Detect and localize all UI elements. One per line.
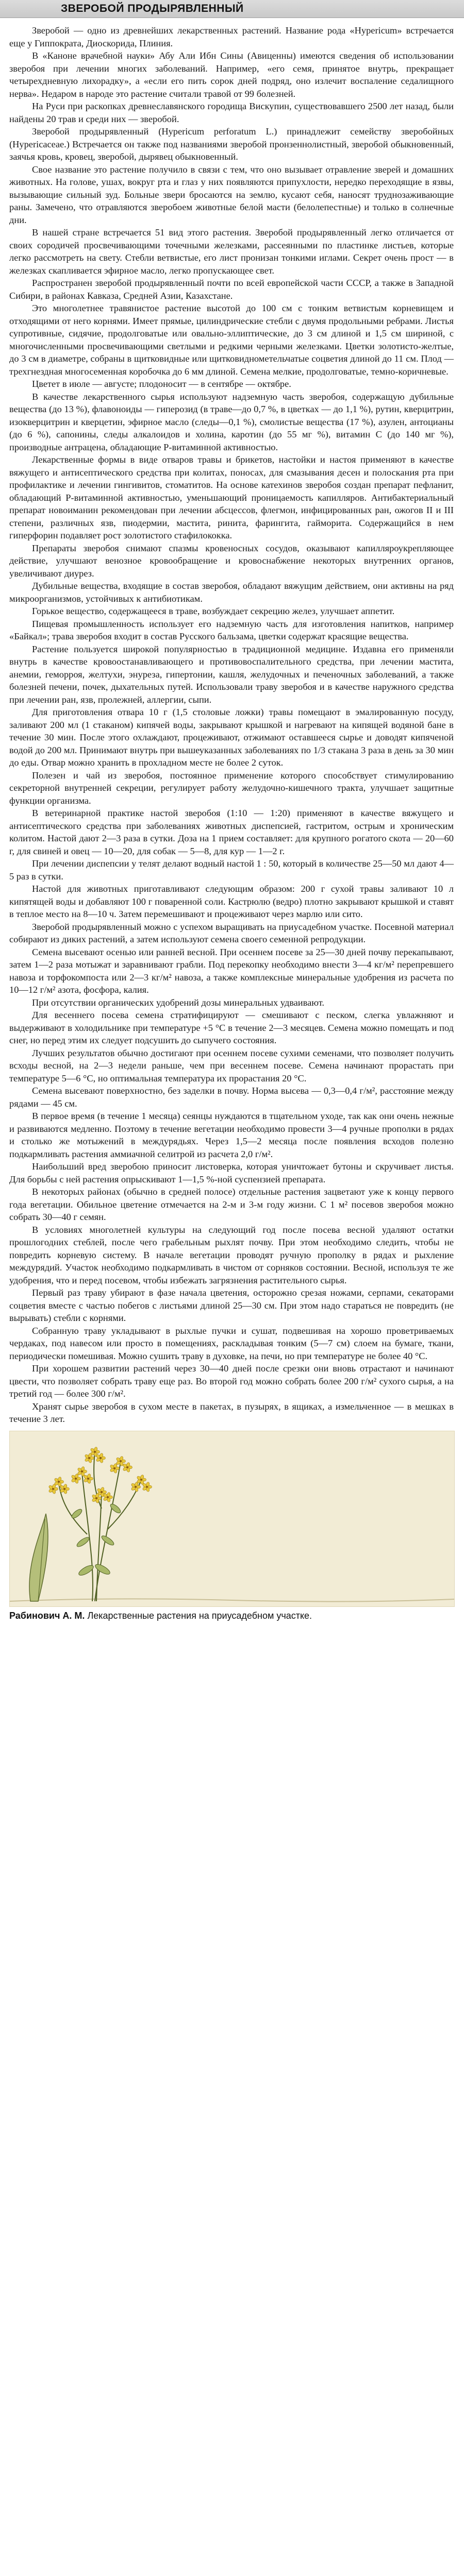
article-paragraph: Зверобой — одно из древнейших лекарственных растений. Название рода «Hypericum» встречается еще у Гиппократа, Диоскорида, Плиния. (9, 25, 454, 48)
caption-text: Лекарственные растения на приусадебном участке. (87, 1610, 312, 1621)
article-paragraph: Полезен и чай из зверобоя, постоянное применение которого способствует стимулированию секреторной внутренней секреции, регулирует работу желудочно-кишечного тракта, улучшает защитные функции организма. (9, 770, 454, 806)
article-paragraph: В первое время (в течение 1 месяца) сеянцы нуждаются в тщательном уходе, так как они очень нежные и развиваются медленно. Поэтому в течение вегетации необходимо провести 3—4 ручные прополки в рядах и столько же мотыжений в междурядьях. Через 1,5—2 месяца после появления всходов полезно подкармливать растения аммиачной селитрой из расчета 2,0 г/м². (9, 1111, 454, 1159)
caption-author: Рабинович А. М. (9, 1610, 85, 1621)
article-paragraph: В ветеринарной практике настой зверобоя (1:10 — 1:20) применяют в качестве вяжущего и антисептического средства при заболеваниях животных диспепсией, гастритом, острым и хроническим колитом. Настой дают 2—3 раза в сутки. Доза на 1 прием составляет: для крупного рогатого скота — 20—60 г, для свиней и овец — 10—20, для собак — 5—8, для кур — 1—2 г. (9, 808, 454, 856)
article-paragraph: Это многолетнее травянистое растение высотой до 100 см с тонким ветвистым корневищем и отходящими от него корнями. Имеет прямые, цилиндрические стебли с двумя продольными ребрами. Листья супротивные, сидячие, продолговатые или овально-эллиптические, до 3 см длиной и 1,5 см шириной, с многочисленными просвечивающими светлыми и редкими черными железками. Цветки золотисто-желтые, до 3 см в диаметре, собраны в щитковидные или щитковиднометельчатые соцветия длиной до 11 см. Плод — трехгнездная многосеменная коробочка до 6 мм длиной. Семена мелкие, продолговатые, темно-коричневые. (9, 303, 454, 377)
article-paragraph: Зверобой продырявленный можно с успехом выращивать на приусадебном участке. Посевной материал собирают из диких растений, а затем используют семена своего семенной репродукции. (9, 921, 454, 944)
article-paragraph: Горькое вещество, содержащееся в траве, возбуждает секрецию желез, улучшает аппетит. (32, 606, 395, 616)
article-paragraph: Наибольший вред зверобою приносит листоверка, которая уничтожает бутоны и скручивает листья. Для борьбы с ней растения опрыскивают 1—1,5 %-ной суспензией препарата. (9, 1161, 454, 1184)
article-paragraph: В «Каноне врачебной науки» Абу Али Ибн Сины (Авиценны) имеются сведения об использовании зверобоя при лечении многих заболеваний. Например, «его семя, принятое внутрь, прекращает четырехдневную лихорадку», а «если его пить сорок дней подряд, оно излечит воспаление седалищного нерва». Недаром в народе это растение считали травой от 99 болезней. (9, 50, 454, 99)
source-caption (9, 1610, 454, 1621)
article-paragraph: При хорошем развитии растений через 30—40 дней после срезки они вновь отрастают и начинают цвести, что позволяет собрать траву еще раз. Во второй год можно собрать более 200 г/м² сухого сырья, а на третий год — более 300 г/м². (9, 1363, 454, 1399)
article-paragraph: Свое название это растение получило в связи с тем, что оно вызывает отравление зверей и домашних животных. На голове, ушах, вокруг рта и глаз у них появляются припухлости, нередко переходящие в язвы, вызывающие сильный зуд. Больные звери бросаются на землю, кусают себя, наносят труднозаживающие раны. Замечено, что отравляются зверобоем животные белой масти (белолепестные) и только в солнечные дни. (9, 164, 454, 225)
article-paragraph: В условиях многолетней культуры на следующий год после посева весной удаляют остатки прошлогодних стеблей, после чего грабельным рыхлят почву. При этом необходимо следить, чтобы не повредить корневую систему. В начале вегетации проводят ручную прополку в рядах и рыхление междурядий. Участок необходимо подкармливать в чистом от сорняков состоянии. Весной, используя те же удобрения, что и перед посевом, чтобы избежать загрязнения растительного сырья. (9, 1224, 454, 1285)
article-paragraph: Семена высевают осенью или ранней весной. При осеннем посеве за 25—30 дней почву перекапывают, затем 1—2 раза мотыжат и заравнивают грабли. Под перекопку необходимо внести 3—4 кг/м² перепревшего навоза и торфокомпоста или 2—3 кг/м² навоза, а также комплексные минеральные удобрения из расчета по 10—12 г/м² азота, фосфора, калия. (9, 946, 454, 995)
article-paragraph: В некоторых районах (обычно в средней полосе) отдельные растения зацветают уже к концу первого года вегетации. Обильное цветение отмечается на 2-м и 3-м году жизни. С 1 м² посевов зверобоя можно собрать 30—40 г семян. (9, 1187, 454, 1222)
article-paragraph: Зверобой продырявленный (Hypericum perforatum L.) принадлежит семейству зверобойных (Hypericaceae.) Встречается он также под названиями зверобой пронзеннолистный, зверобой обыкновенный, заячья кровь, кровец, зверобой, дырявец обыкновенный. (9, 126, 454, 162)
article-paragraph: Для приготовления отвара 10 г (1,5 столовые ложки) травы помещают в эмалированную посуду, заливают 200 мл (1 стаканом) кипячей воды, закрывают крышкой и нагревают на кипящей водяной бане в течение 30 мин. После этого охлаждают, процеживают, отжимают оставшееся сырье и доводят кипяченой водой до 200 мл. Принимают внутрь при вышеуказанных заболеваниях по 1/3 стакана 3 раза в день за 30 мин до еды. Отвар можно хранить в прохладном месте не более 2 суток. (9, 707, 454, 768)
article-paragraph: На Руси при раскопках древнеславянского городища Вискупин, существовавшего 2500 лет назад, были найдены 20 трав и среди них — зверобой. (9, 101, 454, 124)
article-paragraph: При лечении диспепсии у телят делают водный настой 1 : 50, который в количестве 25—50 мл дают 4—5 раз в сутки. (9, 858, 454, 882)
article-paragraph: Настой для животных приготавливают следующим образом: 200 г сухой травы заливают 10 л кипятящей воды и добавляют 100 г поваренной соли. Кастрюлю (ведро) плотно закрывают крышкой и ставят в теплое место на 8—10 ч. Затем перемешивают и процеживают через марлю или сито. (9, 884, 454, 919)
article-paragraph: Для весеннего посева семена стратифицируют — смешивают с песком, слегка увлажняют и выдерживают в холодильнике при температуре +5 °С в течение 2—3 месяцев. Семена можно помещать и под снег, но перед этим их следует подсушить до сыпучего состояния. (9, 1010, 454, 1045)
hypericum-plant-icon (10, 1431, 454, 1606)
article-body (9, 24, 454, 1426)
article-paragraph: Цветет в июле — августе; плодоносит — в сентябре — октябре. (32, 379, 291, 389)
title-bar (0, 0, 464, 18)
article-paragraph: Собранную траву укладывают в рыхлые пучки и сушат, подвешивая на хорошо проветриваемых чердаках, под навесом или просто в помещениях, раскладывая тонким (5—7 см) слоем на бумаге, ткани, периодически помешивая. Можно сушить траву в духовке, на печи, но при температуре не более 40 °С. (9, 1325, 454, 1361)
hypericum-illustration (9, 1431, 455, 1607)
article-paragraph: В нашей стране встречается 51 вид этого растения. Зверобой продырявленный легко отличается от своих сородичей просвечивающими точечными железками, рассеянными по пластинке листьев, которые легко рассмотреть на свету. Стебли ветвистые, его лист пронизан тонкими иглами. Секрет очень прост — в железках скапливается эфирное масло, легко пропускающее свет. (9, 227, 454, 276)
article-paragraph: Лекарственные формы в виде отваров травы и брикетов, настойки и настоя применяют в качестве вяжущего и антисептического средства при колитах, поносах, для смазывания десен и полоскания рта при профилактике и лечении гингивитов, стоматитов. На основе катехинов зверобоя создан препарат пефланит, обладающий Р-витаминной активностью, уменьшающий проницаемость капилляров. Антибактериальный препарат новоиманин рекомендован при лечении абсцессов, флегмон, инфицированных ран, ожогов II и III степени, различных язв, пиодермии, мастита, ринита, фарингита, гайморита. Содержащийся в нем гиперфорин подавляет рост золотистого стафилококка. (9, 454, 454, 540)
article-paragraph: Лучших результатов обычно достигают при осеннем посеве сухими семенами, что позволяет получить всходы весной, на 2—3 недели раньше, чем при весеннем посеве. Семена начинают прорастать при температуре 5—6 °С, но оптимальная температура их прорастания 20 °С. (9, 1047, 454, 1083)
article-paragraph: При отсутствии органических удобрений дозы минеральных удваивают. (32, 997, 325, 1008)
article-paragraph: Растение пользуется широкой популярностью в традиционной медицине. Издавна его применяли внутрь в качестве кровоостанавливающего и противовоспалительного средства, при лечении мастита, анемии, геморроя, желтухи, энуреза, гипертонии, кашля, желудочных и печеночных заболеваний, а также болезней печени, почек, дыхательных путей. Использовали траву зверобоя и в качестве наружного средства при лечении ран, язв, пролежней, аллергии, сыпи. (9, 643, 454, 705)
article-paragraph: Семена высевают поверхностно, без заделки в почву. Норма высева — 0,3—0,4 г/м², расстояние между рядами — 45 см. (9, 1086, 454, 1109)
article-paragraph: В качестве лекарственного сырья используют надземную часть зверобоя, содержащую дубильные вещества (до 13 %), флавоноиды — гиперозид (в траве—до 0,7 %, в цветках — до 1,1 %), рутин, кверцитрин, изокверцитрин и кверцетин, эфирное масло (следы—0,1 %), смолистые вещества (17 %), азулен, антоцианы (до 6 %), сапонины, следы алкалоидов и холина, каротин (до 55 мг %), витамин С (до 140 мг %), производные антрацена, обладающие Р-витаминной активностью. (9, 391, 454, 452)
article-paragraph: Хранят сырье зверобоя в сухом месте в пакетах, в пузырях, в ящиках, а измельченное — в мешках в течение 3 лет. (9, 1401, 454, 1424)
article-paragraph: Пищевая промышленность использует его надземную часть для изготовления напитков, например «Байкал»; трава зверобоя входит в состав Русского бальзама, цветки содержат красящие вещества. (9, 618, 454, 641)
article-paragraph: Распространен зверобой продырявленный почти по всей европейской части СССР, а также в Западной Сибири, в районах Кавказа, Средней Азии, Казахстане. (9, 278, 454, 301)
article-paragraph: Первый раз траву убирают в фазе начала цветения, осторожно срезая ножами, серпами, секаторами соцветия вместе с частью побегов с листьями длиной 25—30 см. При этом надо стараться не повредить (не вырывать) стебли с корнями. (9, 1287, 454, 1323)
article-paragraph: Дубильные вещества, входящие в состав зверобоя, обладают вяжущим действием, они активны на ряд микроорганизмов, устойчивых к антибиотикам. (9, 581, 454, 604)
article-title: ЗВЕРОБОЙ ПРОДЫРЯВЛЕННЫЙ (61, 3, 244, 14)
article-paragraph: Препараты зверобоя снимают спазмы кровеносных сосудов, оказывают капилляроукрепляющее действие, улучшают венозное кровообращение и кровоснабжение некоторых внутренних органов, увеличивают диурез. (9, 543, 454, 579)
